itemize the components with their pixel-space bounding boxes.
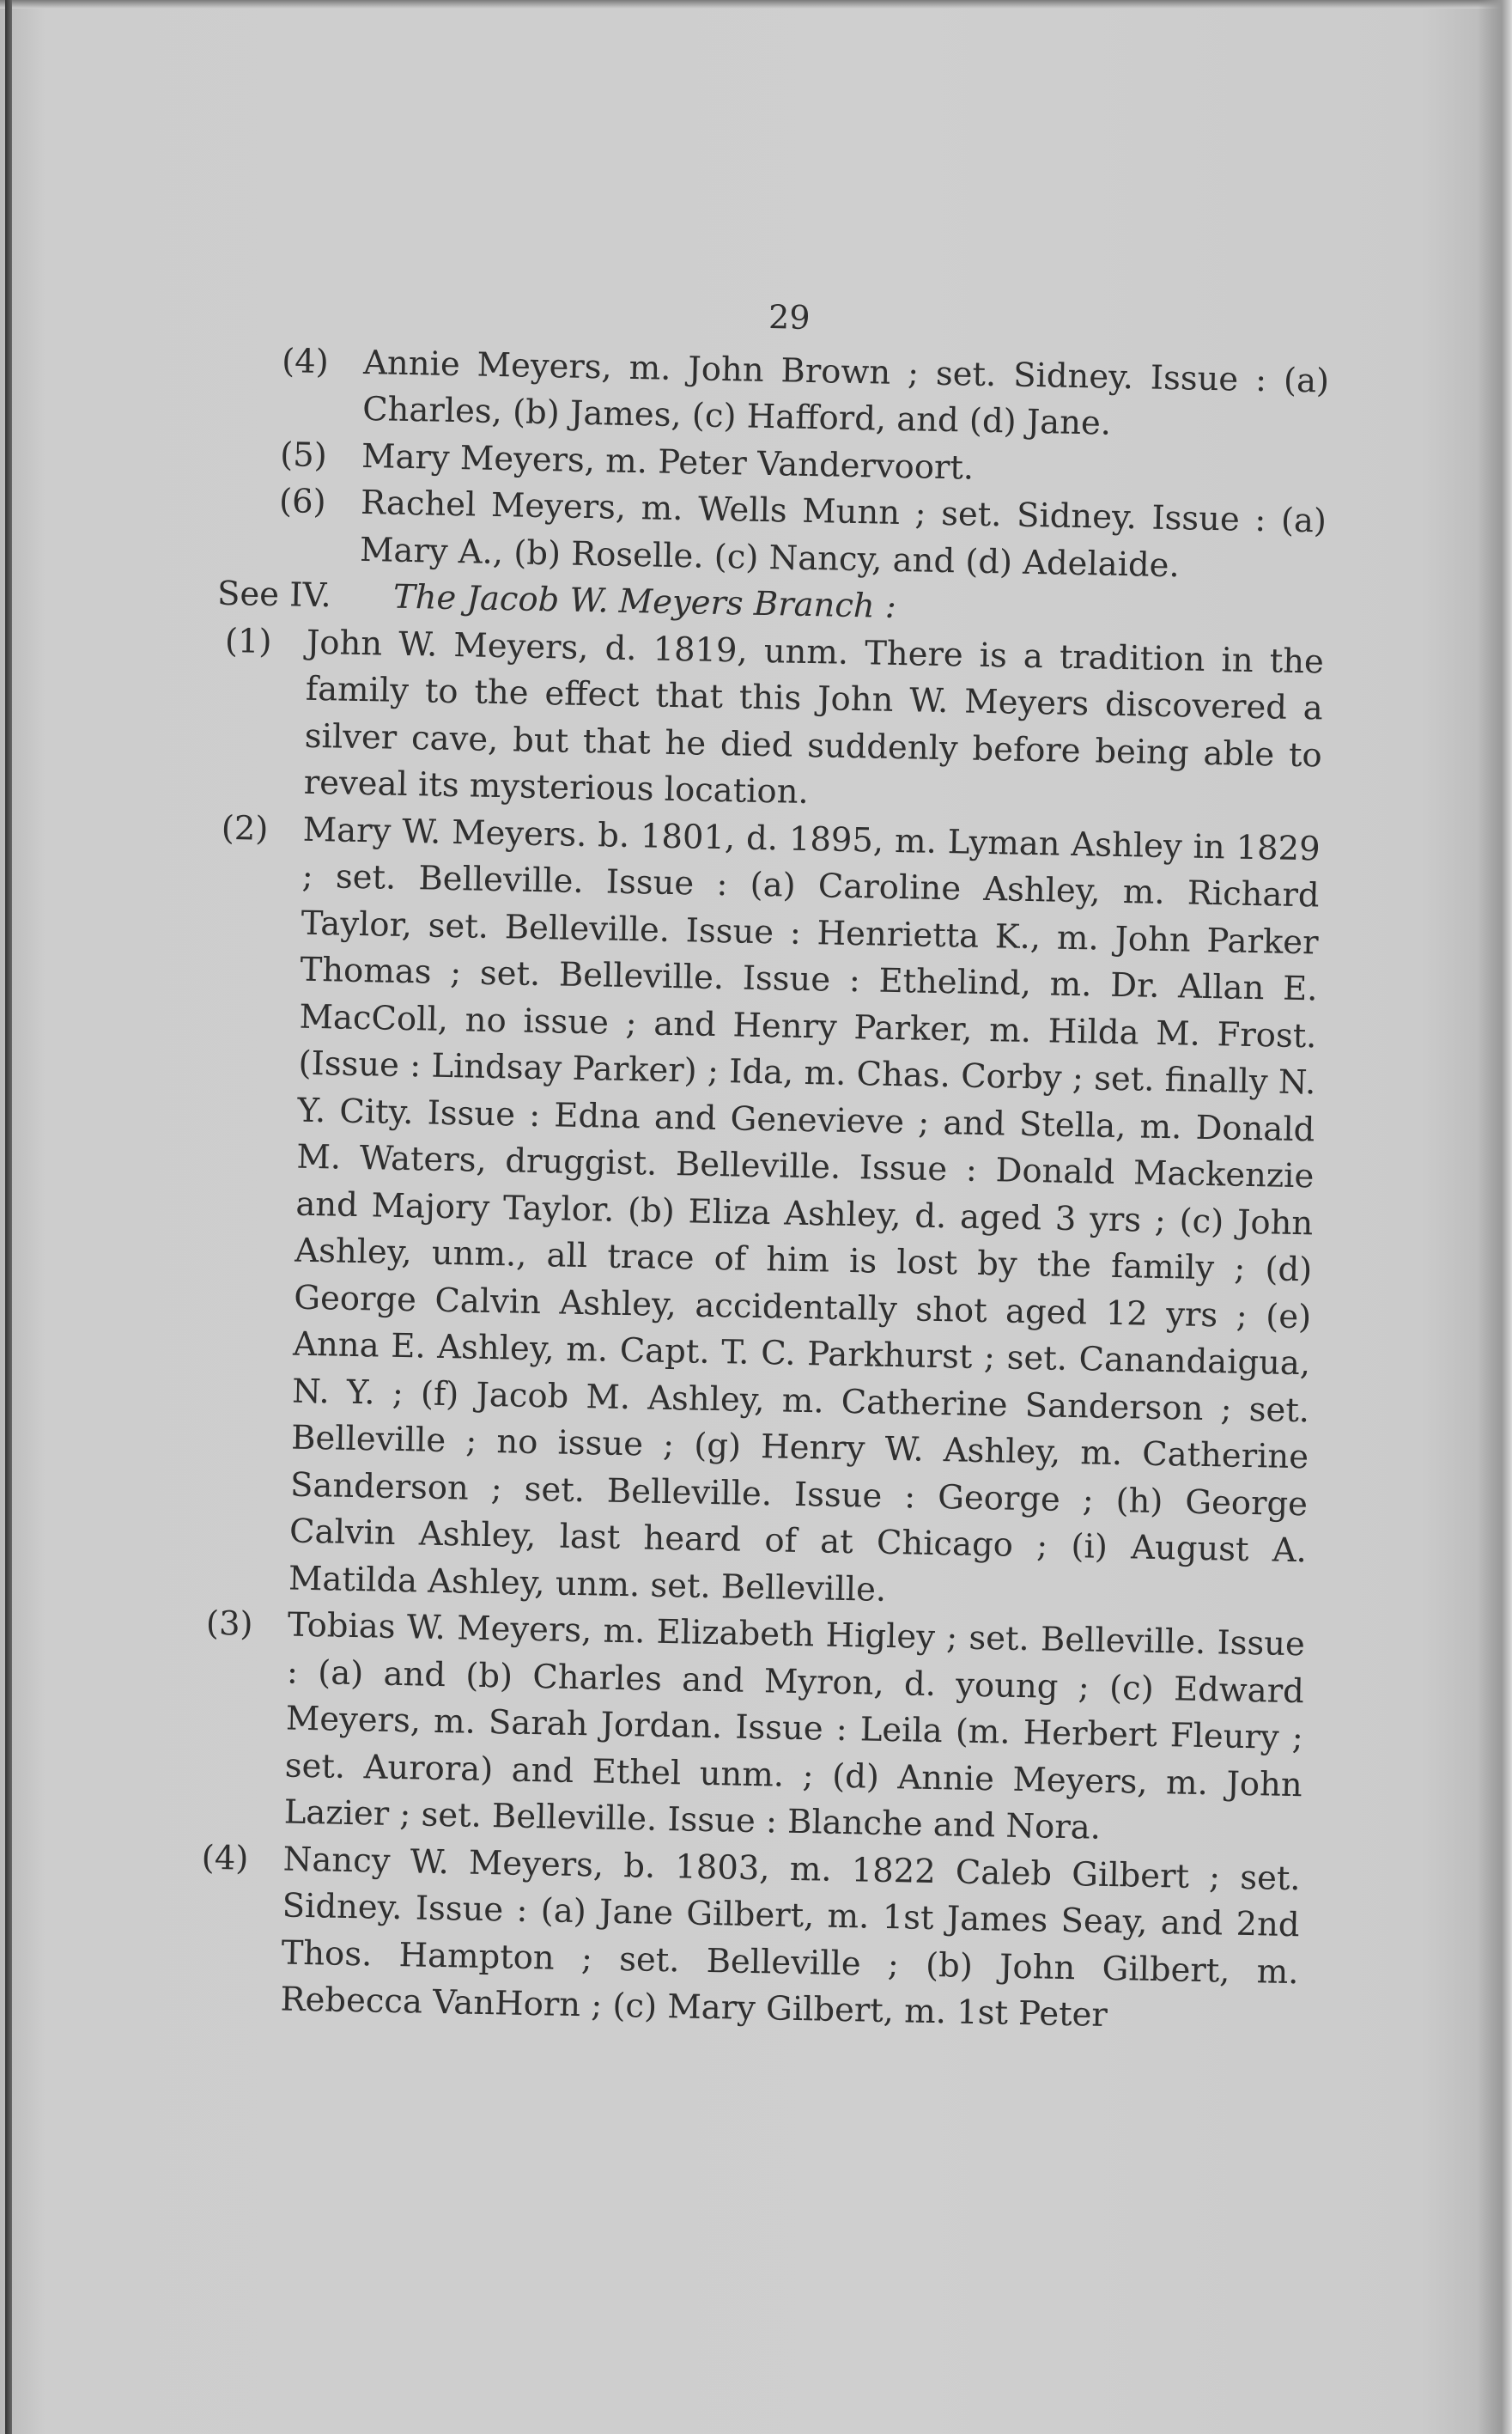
entry-number: (2): [221, 808, 269, 849]
entry-number: (5): [279, 435, 328, 475]
see-reference: See IV.: [216, 574, 332, 616]
entry-branch-4: [198, 1835, 1301, 2043]
page-text: [198, 283, 1331, 2043]
entry-branch-3: [202, 1601, 1305, 1856]
entry-number: (4): [201, 1838, 249, 1878]
entry-text: Rachel Meyers, m. Wells Munn ; set. Sidney. Issue : (a) Mary A., (b) Roselle. (c) Nancy, and (d) Adelaide.: [359, 483, 1327, 585]
entry-branch-1: [222, 618, 1324, 826]
entry-number: (1): [224, 621, 272, 661]
entry-text: Annie Meyers, m. John Brown ; set. Sidney. Issue : (a) Charles, (b) James, (c) Hafford, and (d) Jane.: [361, 343, 1330, 443]
entry-text: Mary Meyers, m. Peter Vandervoort.: [361, 436, 975, 488]
entry-text: John W. Meyers, d. 1819, unm. There is a tradition in the family to the effect that this John W. Meyers discovered a silver cave, but that he died suddenly before being able to reveal its mysterious location.: [303, 623, 1325, 812]
entry-number: (6): [278, 482, 327, 522]
page-top-edge: [0, 0, 1512, 9]
branch-title: The Jacob W. Meyers Branch :: [392, 577, 897, 626]
entry-number: (3): [205, 1603, 254, 1644]
entry-text: Tobias W. Meyers, m. Elizabeth Higley ; set. Belleville. Issue : (a) and (b) Charles and Myron, d. young ; (c) Edward Meyers, m. Sarah Jordan. Issue : Leila (m. Herbert Fleury ; set. Aurora) and Ethel unm. ; (d) Annie Meyers, m. John Lazier ; set. Belleville. Issue : Blanche and Nora.: [283, 1605, 1306, 1847]
page-number: 29: [768, 298, 811, 337]
entry-text: Nancy W. Meyers, b. 1803, m. 1822 Caleb Gilbert ; set. Sidney. Issue : (a) Jane Gilbert, m. 1st James Seay, and 2nd Thos. Hampton ; set. Belleville ; (b) John Gilbert, m. Rebecca VanHorn ; (c) Mary Gilbert, m. 1st Peter: [280, 1839, 1302, 2035]
entry-text: Mary W. Meyers. b. 1801, d. 1895, m. Lyman Ashley in 1829 ; set. Belleville. Issue : (a) Caroline Ashley, m. Richard Taylor, set. Belleville. Issue : Henrietta K., m. John Parker Thomas ; set. Belleville. Issue : Ethelind, m. Dr. Allan E. MacColl, no issue ; and Henry Parker, m. Hilda M. Frost. (Issue : Lindsay Parker) ; Ida, m. Chas. Corby ; set. finally N. Y. City. Issue : Edna and Genevieve ; and Stella, m. Donald M. Waters, druggist. Belleville. Issue : Donald Mackenzie and Majory Taylor. (b) Eliza Ashley, d. aged 3 yrs ; (c) John Ashley, unm., all trace of him is lost by the family ; (d) George Calvin Ashley, accidentally shot aged 12 yrs ; (e) Anna E. Ashley, m. Capt. T. C. Parkhurst ; set. Canandaigua, N. Y. ; (f) Jacob M. Ashley, m. Catherine Sanderson ; set. Belleville ; no issue ; (g) Henry W. Ashley, m. Catherine Sanderson ; set. Belleville. Issue : George ; (h) George Calvin Ashley, last heard of at Chicago ; (i) August A. Matilda Ashley, unm. set. Belleville.: [288, 810, 1321, 1609]
page-right-edge: [1478, 0, 1512, 2434]
entry-branch-2: [207, 805, 1321, 1622]
book-spine-edge: [5, 0, 12, 2434]
entry-number: (4): [281, 341, 330, 381]
